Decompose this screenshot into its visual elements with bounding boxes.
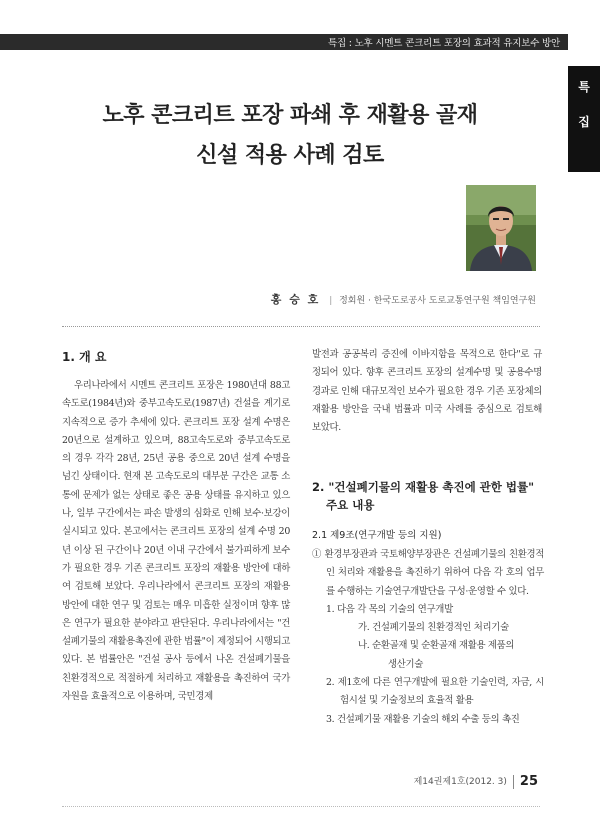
side-tab [568,66,600,172]
author-name: 홍 승 호 [270,293,321,306]
side-tab-char-2: 집 [578,115,590,129]
section-2-heading-line-1: 2. "건설폐기물의 재활용 촉진에 관한 법률" [312,480,535,494]
author-affiliation: 정회원 · 한국도로공사 도로교통연구원 책임연구원 [339,296,536,306]
section-2-heading [312,478,534,514]
issue-label: 제14권제1호(2012. 3) [413,777,507,787]
author-photo [466,185,536,271]
section-2-list [312,546,544,729]
article-title-line-1: 노후 콘크리트 포장 파쇄 후 재활용 골재 [102,103,478,128]
section-1-text: 우리나라에서 시멘트 콘크리트 포장은 1980년대 88고속도로(1984년)와 중부고속도로(1987년) 건설을 계기로 지속적으로 증가 추세에 있다. 콘크리트 포장 설계 수명은 20년으로 설계하고 있으며, 88고속도로와 중부고속도로의 경우 각각 28년, 25년 공용 중으로 20년 설계 수명을 넘긴 상태이다. 현재 본 고속도로의 대부분 구간은 교통 소통에 문제가 없는 상태로 좋은 공용 상태를 유지하고 있으나, 일부 구간에서는 파손 발생의 심화로 인해 보수·보강이 실시되고 있다. 본고에서는 콘크리트 포장의 설계 수명 20년 이상 된 구간이나 20년 이내 구간에서 불가피하게 보수가 필요한 경우 기존 콘크리트 포장의 재활용 방안에 대하여 검토해 보았다. 우리나라에서 콘크리트 포장의 재활용 방안에 대한 연구 및 검토는 매우 미흡한 실정이며 향후 많은 연구가 필요한 분야라고 판단된다. 우리나라에서는 "건설폐기물의 재활용촉진에 관한 법률"이 제정되어 시행되고 있다. 본 법률안은 "건설 공사 등에서 나온 건설폐기물을 친환경적으로 적절하게 처리하고 재활용을 촉진하여 국가 자원을 효율적으로 이용하며, 국민경제 [62,380,290,703]
section-1-heading: 1. 개 요 [62,350,107,364]
list-item: 생산기술 [388,658,424,670]
page-number: 25 [519,774,538,789]
list-item: ① 환경부장관과 국토해양부장관은 건설폐기물의 친환경적인 처리와 재활용을 촉진하기 위하여 다음 각 호의 업무를 수행하는 기술연구개발단을 구성·운영할 수 있다. [312,549,544,597]
author-separator: | [329,296,333,306]
header-divider [62,326,540,327]
article-title-line-2: 신설 적용 사례 검토 [196,143,384,168]
list-item: 2. 제1호에 다른 연구개발에 필요한 기술인력, 자금, 시험시설 및 기술정보의 효율적 활용 [326,677,544,707]
header-banner [0,34,568,50]
list-item: 가. 건설폐기물의 친환경적인 처리기술 [358,622,509,634]
list-item: 3. 건설폐기물 재활용 기술의 해외 수출 등의 촉진 [326,713,520,725]
footer-divider-line [62,806,540,807]
footer-divider [513,775,514,789]
subsection-2-1-heading: 2.1 제9조(연구개발 등의 지원) [312,530,442,541]
side-tab-char-1: 특 [578,80,590,94]
section-1-paragraph [62,377,290,706]
page-footer [414,774,538,789]
section-2-heading-line-2: 주요 내용 [326,498,375,512]
header-banner-text: 특집 : 노후 시멘트 콘크리트 포장의 효과적 유지보수 방안 [327,38,560,49]
list-item: 1. 다음 각 목의 기술의 연구개발 [326,603,453,615]
right-column-continuation: 발전과 공공복리 증진에 이바지함을 목적으로 한다"로 규정되어 있다. 향후 콘크리트 포장의 설계수명 및 공용수명 경과로 인해 대규모적인 보수가 필요한 경우 기존 포장체의 재활용 방안을 국내 법률과 미국 사례를 중심으로 검토해 보았다. [312,349,542,434]
list-item: 나. 순환골재 및 순환골재 재활용 제품의 [358,640,515,652]
author-line [271,291,536,307]
